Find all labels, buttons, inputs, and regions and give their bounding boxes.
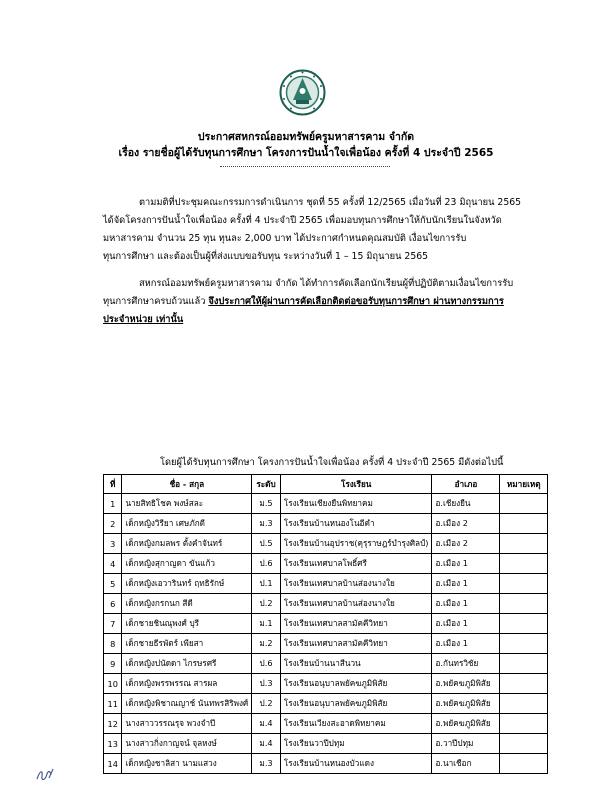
cell-district: อ.กันทรวิชัย [432, 654, 500, 674]
cell-remark [500, 494, 548, 514]
cell-district: อ.พยัคฆภูมิพิสัย [432, 714, 500, 734]
cell-remark [500, 734, 548, 754]
header-no: ที่ [104, 475, 122, 494]
cell-level: ป.3 [252, 674, 281, 694]
cell-school: โรงเรียนเชียงยืนพิทยาคม [280, 494, 432, 514]
cell-school: โรงเรียนเวียงสะอาดพิทยาคม [280, 714, 432, 734]
cell-remark [500, 554, 548, 574]
cell-school: โรงเรียนเทศบาลบ้านส่องนางใย [280, 594, 432, 614]
cell-school: โรงเรียนบ้านหนองบัวแดง [280, 754, 432, 774]
cell-level: ป.2 [252, 694, 281, 714]
table-row [104, 594, 548, 614]
cell-name: เด็กหญิงสุกาญดา ขันแก้ว [122, 554, 252, 574]
cell-name: นางสาววรรณรุจ พวงจำปี [122, 714, 252, 734]
cell-remark [500, 694, 548, 714]
table-row [104, 754, 548, 774]
header-remark: หมายเหตุ [500, 475, 548, 494]
cell-remark [500, 514, 548, 534]
cell-level: ม.4 [252, 714, 281, 734]
table-row [104, 694, 548, 714]
paragraph-1-line-3: มหาสารคาม จำนวน 25 ทุน ทุนละ 2,000 บาท ได้ประกาศกำหนดคุณสมบัติ เงื่อนไขการรับ [103, 233, 467, 244]
table-row [104, 554, 548, 574]
cell-level: ป.6 [252, 554, 281, 574]
cell-remark [500, 654, 548, 674]
cell-name: เด็กหญิงปนัดดา ไกรษรศรี [122, 654, 252, 674]
cell-name: เด็กหญิงพิชาณญาช์ นันทพรสิริพงศ์ [122, 694, 252, 714]
cell-district: อ.เชียงยืน [432, 494, 500, 514]
cell-name: เด็กหญิงเอวารินทร์ ฤทธิรักษ์ [122, 574, 252, 594]
cell-district: อ.พยัคฆภูมิพิสัย [432, 674, 500, 694]
table-row [104, 674, 548, 694]
cell-district: อ.เมือง 1 [432, 634, 500, 654]
cell-school: โรงเรียนบ้านนาสีนวน [280, 654, 432, 674]
cell-district: อ.เมือง 1 [432, 614, 500, 634]
paragraph-1-line-1: ตามมติที่ประชุมคณะกรรมการดำเนินการ ชุดที่ 55 ครั้งที่ 12/2565 เมื่อวันที่ 23 มิถุนายน 2565 [139, 197, 522, 208]
cell-district: อ.วาปีปทุม [432, 734, 500, 754]
header-school: โรงเรียน [280, 475, 432, 494]
header-name: ชื่อ - สกุล [122, 475, 252, 494]
cell-no: 11 [104, 694, 122, 714]
header-district: อำเภอ [432, 475, 500, 494]
paragraph-2-emphasis: จึงประกาศให้ผู้ผ่านการคัดเลือกติดต่อขอรับทุนการศึกษา ผ่านทางกรรมการ [208, 296, 504, 307]
cell-no: 6 [104, 594, 122, 614]
cell-no: 12 [104, 714, 122, 734]
cell-no: 1 [104, 494, 122, 514]
cell-remark [500, 594, 548, 614]
cell-level: ป.6 [252, 654, 281, 674]
cell-remark [500, 634, 548, 654]
cell-district: อ.เมือง 1 [432, 594, 500, 614]
cell-no: 14 [104, 754, 122, 774]
table-row [104, 614, 548, 634]
cell-school: โรงเรียนเทศบาลโพธิ์ศรี [280, 554, 432, 574]
header-level: ระดับ [252, 475, 281, 494]
cell-name: นางสาวกิ่งกาญจน์ จุลหงษ์ [122, 734, 252, 754]
cell-name: เด็กหญิงวิรียา เศษภักดี [122, 514, 252, 534]
cell-no: 7 [104, 614, 122, 634]
cell-school: โรงเรียนเทศบาลสามัคคีวิทยา [280, 634, 432, 654]
paragraph-2-emphasis-end: ประจำหน่วย เท่านั้น [103, 314, 184, 325]
cell-no: 2 [104, 514, 122, 534]
cell-level: ป.2 [252, 594, 281, 614]
cell-remark [500, 614, 548, 634]
cell-remark [500, 754, 548, 774]
table-row [104, 574, 548, 594]
cell-district: อ.เมือง 1 [432, 554, 500, 574]
cell-level: ป.1 [252, 574, 281, 594]
cooperative-seal-logo [279, 69, 326, 116]
paragraph-1-line-2: ได้จัดโครงการปันน้ำใจเพื่อน้อง ครั้งที่ 4 ประจำปี 2565 เพื่อมอบทุนการศึกษาให้กับนักเรียนในจังหวัด [103, 215, 502, 226]
cell-district: อ.พยัคฆภูมิพิสัย [432, 694, 500, 714]
table-row [104, 734, 548, 754]
cell-level: ม.3 [252, 754, 281, 774]
cell-no: 8 [104, 634, 122, 654]
cell-name: เด็กหญิงกมลพร ตั้งคำจันทร์ [122, 534, 252, 554]
table-intro: โดยผู้ได้รับทุนการศึกษา โครงการปันน้ำใจเพื่อน้อง ครั้งที่ 4 ประจำปี 2565 มีดังต่อไปนี้ [160, 457, 504, 468]
cell-school: โรงเรียนอนุบาลพยัคฆภูมิพิสัย [280, 694, 432, 714]
title-divider [220, 166, 390, 167]
cell-remark [500, 574, 548, 594]
cell-school: โรงเรียนเทศบาลสามัคคีวิทยา [280, 614, 432, 634]
handwritten-signature [34, 766, 56, 784]
cell-no: 10 [104, 674, 122, 694]
recipient-table [103, 474, 548, 774]
cell-district: อ.เมือง 2 [432, 534, 500, 554]
cell-name: เด็กชายชินณุพงศ์ บุรี [122, 614, 252, 634]
cell-name: เด็กชายธีรพัตร์ เพียสา [122, 634, 252, 654]
cell-name: เด็กหญิงพรรพรรณ สารผล [122, 674, 252, 694]
cell-school: โรงเรียนอนุบาลพยัคฆภูมิพิสัย [280, 674, 432, 694]
cell-name: นายสิทธิโชค พงษ์สละ [122, 494, 252, 514]
paragraph-2-line-3 [103, 312, 183, 327]
cell-no: 5 [104, 574, 122, 594]
cell-district: อ.นาเชือก [432, 754, 500, 774]
cell-name: เด็กหญิงชาลิสา นามแสวง [122, 754, 252, 774]
announcement-title: ประกาศสหกรณ์ออมทรัพย์ครูมหาสารคาม จำกัด [197, 131, 415, 143]
cell-remark [500, 534, 548, 554]
recipient-table-body [104, 494, 548, 774]
cell-school: โรงเรียนบ้านอุปราช(คุรุราษฎร์บำรุงศิลป์) [280, 534, 432, 554]
cell-school: โรงเรียนเทศบาลบ้านส่องนางใย [280, 574, 432, 594]
paragraph-2-line-1: สหกรณ์ออมทรัพย์ครูมหาสารคาม จำกัด ได้ทำการคัดเลือกนักเรียนผู้ที่ปฏิบัติตามเงื่อนไขการรับ [139, 278, 514, 289]
paragraph-1-line-4: ทุนการศึกษา และต้องเป็นผู้ที่ส่งแบบขอรับทุน ระหว่างวันที่ 1 – 15 มิถุนายน 2565 [103, 251, 429, 262]
cell-level: ม.1 [252, 614, 281, 634]
cell-level: ม.2 [252, 634, 281, 654]
cell-level: ม.5 [252, 494, 281, 514]
cell-no: 13 [104, 734, 122, 754]
cell-district: อ.เมือง 2 [432, 514, 500, 534]
table-row [104, 634, 548, 654]
table-row [104, 714, 548, 734]
cell-level: ม.3 [252, 514, 281, 534]
cell-no: 4 [104, 554, 122, 574]
table-row [104, 654, 548, 674]
cell-remark [500, 714, 548, 734]
cell-school: โรงเรียนวาปีปทุม [280, 734, 432, 754]
cell-no: 9 [104, 654, 122, 674]
cell-level: ม.4 [252, 734, 281, 754]
table-row [104, 494, 548, 514]
cell-remark [500, 674, 548, 694]
announcement-subject: เรื่อง รายชื่อผู้ได้รับทุนการศึกษา โครงการปันน้ำใจเพื่อน้อง ครั้งที่ 4 ประจำปี 2565 [118, 147, 494, 159]
cell-school: โรงเรียนบ้านหนองโนอีคำ [280, 514, 432, 534]
cell-district: อ.เมือง 1 [432, 574, 500, 594]
paragraph-2-plain-text: ทุนการศึกษาครบถ้วนแล้ว [103, 296, 209, 307]
cell-name: เด็กหญิงกรกนก สีดี [122, 594, 252, 614]
paragraph-2-line-2 [103, 294, 504, 309]
table-header-row [104, 475, 548, 494]
table-row [104, 514, 548, 534]
cell-no: 3 [104, 534, 122, 554]
table-row [104, 534, 548, 554]
cell-level: ป.5 [252, 534, 281, 554]
